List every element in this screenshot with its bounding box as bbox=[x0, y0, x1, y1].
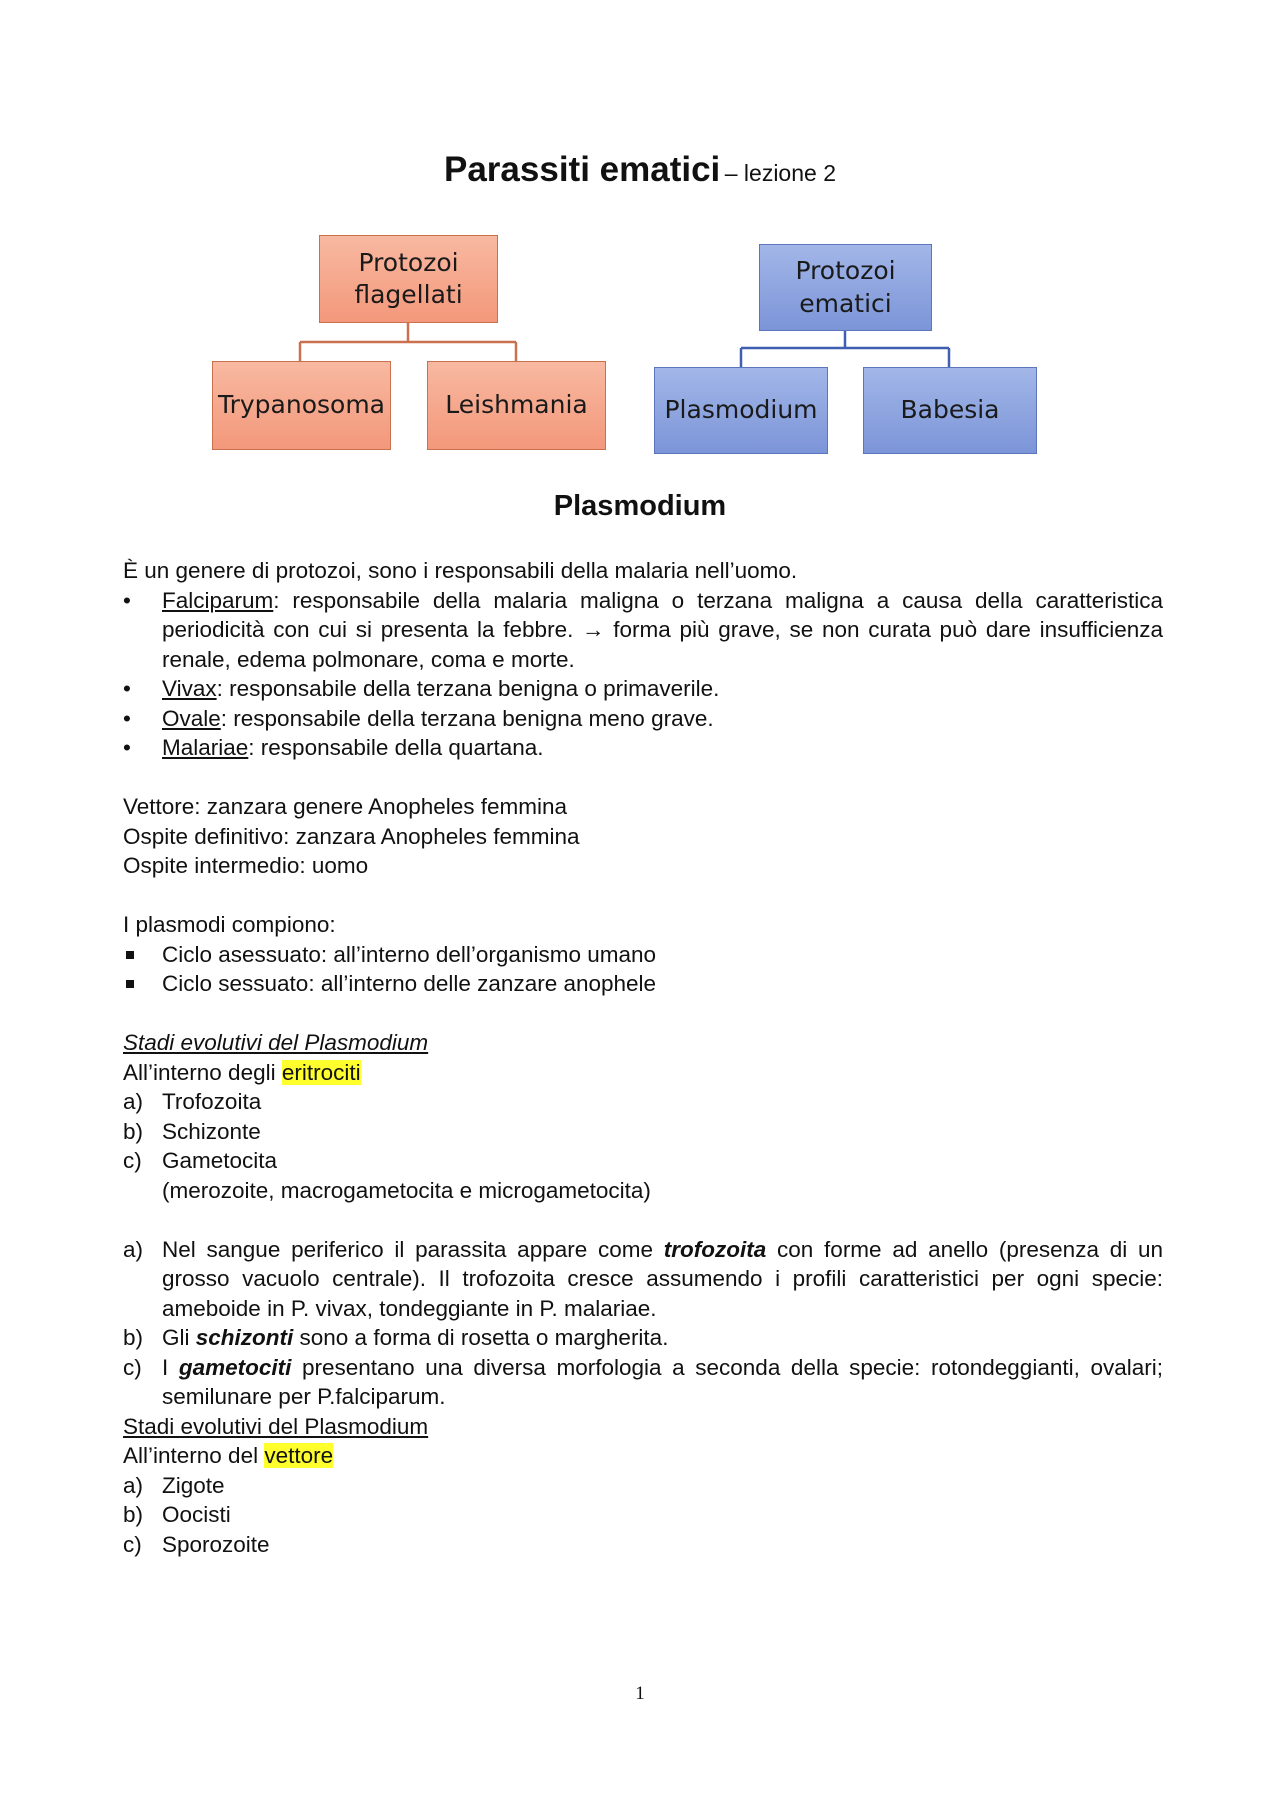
list-item bbox=[123, 1087, 1163, 1117]
item-text: Zigote bbox=[162, 1472, 225, 1498]
stages-heading-text: Stadi evolutivi del Plasmodium bbox=[123, 1413, 429, 1439]
node-label-line: Protozoi bbox=[795, 256, 896, 285]
list-item bbox=[123, 969, 1163, 999]
species-desc: : responsabile della quartana. bbox=[248, 735, 544, 760]
list-item bbox=[123, 733, 1163, 763]
item-text: Trofozoita bbox=[162, 1089, 262, 1114]
node-label: Plasmodium bbox=[664, 395, 818, 425]
intro-paragraph: È un genere di protozoi, sono i responsabili della malaria nell’uomo. bbox=[123, 558, 798, 583]
stages-heading bbox=[123, 1028, 1163, 1058]
species-name: Falciparum bbox=[162, 587, 274, 613]
list-item bbox=[123, 940, 1163, 970]
cycle-text: Ciclo asessuato: all’interno dell’organismo umano bbox=[162, 941, 657, 967]
stages-heading-text: Stadi evolutivi del Plasmodium bbox=[123, 1030, 429, 1055]
item-text: Sporozoite bbox=[162, 1531, 270, 1557]
list-item bbox=[123, 1530, 1163, 1560]
species-name: Vivax bbox=[162, 676, 217, 701]
detail-pre: Nel sangue periferico il parassita appare come bbox=[162, 1236, 664, 1262]
node-label-line: ematici bbox=[799, 288, 892, 318]
item-label: b) bbox=[123, 1118, 144, 1144]
item-label: b) bbox=[123, 1502, 144, 1527]
list-item bbox=[123, 674, 1163, 704]
stages-lead bbox=[123, 1058, 1163, 1088]
item-text: Schizonte bbox=[162, 1118, 261, 1144]
stages-lead bbox=[123, 1441, 1163, 1471]
lead-text: All’interno del bbox=[123, 1443, 265, 1468]
bullet-icon: • bbox=[123, 735, 131, 760]
highlighted-term: eritrociti bbox=[281, 1059, 361, 1085]
item-label: a) bbox=[123, 1472, 144, 1498]
list-item bbox=[123, 1323, 1163, 1353]
node-label: Trypanosoma bbox=[218, 390, 385, 420]
list-item bbox=[123, 1500, 1163, 1530]
detail-post: sono a forma di rosetta o margherita. bbox=[293, 1325, 669, 1350]
list-item bbox=[123, 1235, 1163, 1324]
square-bullet-icon bbox=[126, 951, 134, 959]
node-protozoi-flagellati bbox=[319, 235, 498, 323]
bullet-icon: • bbox=[123, 705, 131, 731]
lead-text: All’interno degli bbox=[123, 1059, 282, 1085]
body-text bbox=[123, 556, 1163, 1559]
node-plasmodium bbox=[654, 367, 828, 454]
section-title: Plasmodium bbox=[553, 490, 727, 522]
node-babesia bbox=[863, 367, 1037, 454]
host-line: Ospite intermedio: uomo bbox=[123, 853, 369, 878]
host-line: Vettore: zanzara genere Anopheles femmina bbox=[123, 794, 568, 819]
highlighted-term: vettore bbox=[264, 1443, 334, 1468]
item-label: c) bbox=[123, 1148, 142, 1173]
cycles-intro: I plasmodi compiono: bbox=[123, 912, 336, 937]
detail-post: con forme ad anello (presenza di un grosso vacuolo centrale). Il trofozoita cresce assumendo i profili caratteristici per ogni specie: ameboide in P. vivax, tondeggiante in P. malariae. bbox=[162, 1236, 1164, 1321]
title-main: Parassiti ematici bbox=[444, 150, 721, 189]
title-subtitle: – lezione 2 bbox=[724, 160, 836, 186]
detail-term: gametociti bbox=[178, 1354, 292, 1380]
detail-post: presentano una diversa morfologia a seconda della specie: rotondeggianti, ovalari; semilunare per P.falciparum. bbox=[162, 1354, 1163, 1409]
item-label: b) bbox=[123, 1325, 144, 1350]
species-name: Malariae bbox=[162, 735, 249, 760]
list-item bbox=[123, 704, 1163, 734]
left-connector bbox=[300, 323, 516, 361]
node-leishmania bbox=[427, 361, 606, 450]
species-desc: : responsabile della terzana benigna meno grave. bbox=[220, 705, 714, 731]
species-desc: : responsabile della malaria maligna o terzana maligna a causa della caratteristica periodicità con cui si presenta la febbre. → forma più grave, se non curata può dare insufficienza renale, edema polmonare, coma e morte. bbox=[162, 587, 1163, 672]
detail-pre: Gli bbox=[162, 1325, 196, 1350]
species-desc: : responsabile della terzana benigna o primaverile. bbox=[216, 676, 720, 701]
stages-heading bbox=[123, 1412, 1163, 1442]
node-label: Leishmania bbox=[445, 390, 588, 420]
item-label: a) bbox=[123, 1236, 144, 1262]
node-label: Babesia bbox=[900, 395, 1000, 425]
list-item bbox=[123, 586, 1163, 675]
item-label: c) bbox=[123, 1354, 142, 1380]
node-label-line: Protozoi bbox=[358, 247, 459, 277]
node-label-line: flagellati bbox=[354, 280, 463, 309]
diagram-connectors bbox=[0, 0, 1280, 480]
item-text: Oocisti bbox=[162, 1502, 231, 1527]
host-line: Ospite definitivo: zanzara Anopheles femmina bbox=[123, 823, 580, 849]
list-item bbox=[123, 1353, 1163, 1412]
item-text: Gametocita bbox=[162, 1148, 278, 1173]
node-protozoi-ematici bbox=[759, 244, 932, 331]
detail-term: schizonti bbox=[195, 1325, 294, 1350]
node-trypanosoma bbox=[212, 361, 391, 450]
species-name: Ovale bbox=[162, 705, 221, 731]
page-number: 1 bbox=[635, 1683, 645, 1704]
item-label: a) bbox=[123, 1089, 144, 1114]
detail-term: trofozoita bbox=[663, 1236, 767, 1262]
right-connector bbox=[741, 331, 949, 367]
list-item bbox=[123, 1146, 1163, 1176]
detail-pre: I bbox=[162, 1354, 179, 1380]
list-item bbox=[123, 1117, 1163, 1147]
cycle-text: Ciclo sessuato: all’interno delle zanzare anophele bbox=[162, 971, 657, 996]
note-text: (merozoite, macrogametocita e microgametocita) bbox=[162, 1177, 651, 1203]
bullet-icon: • bbox=[123, 587, 131, 613]
list-note bbox=[123, 1176, 1163, 1206]
list-item bbox=[123, 1471, 1163, 1501]
bullet-icon: • bbox=[123, 676, 131, 701]
item-label: c) bbox=[123, 1531, 142, 1557]
square-bullet-icon bbox=[126, 980, 134, 988]
